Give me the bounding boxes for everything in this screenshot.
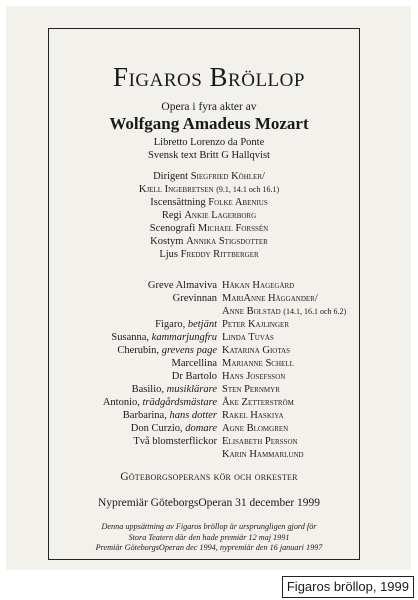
cast-role-name: Susanna, [111, 332, 150, 343]
libretto-credit: Libretto Lorenzo da Ponte [153, 137, 265, 148]
cast-row [0, 318, 418, 331]
cast-role: Två blomsterflickor [133, 436, 217, 447]
credit-label: Dirigent [153, 171, 189, 182]
translation-credit: Svensk text Britt G Hallqvist [148, 150, 270, 161]
credit-scenografi [0, 222, 418, 235]
cast-singer: Karin Hammarlund [222, 449, 304, 460]
cast-row [0, 292, 418, 305]
credit-label: Regi [161, 210, 182, 221]
cast-singer: Agne Blomgren [222, 423, 289, 434]
credit-label: Kostym [150, 236, 184, 247]
cast-singer: Marianne Schell [222, 358, 294, 369]
cast-role [131, 422, 217, 435]
cast-singer: MariAnne Häggander/ [222, 293, 318, 304]
cast-singer: Åke Zetterström [222, 397, 294, 408]
credit-regi [0, 209, 418, 222]
image-caption: Figaros bröllop, 1999 [282, 576, 414, 598]
credit-name: Michael Forssén [197, 223, 269, 234]
cast-singer: Katarina Giotas [222, 345, 291, 356]
footnote-line: Premiär GöteborgsOperan dec 1994, nypremiär den 16 januari 1997 [95, 543, 323, 552]
credit-label: Iscensättning [150, 197, 206, 208]
cast-singer [222, 305, 346, 318]
cast-singer-name: Anne Bolstad [222, 306, 281, 317]
cast-row [0, 279, 418, 292]
cast-list [0, 279, 418, 461]
cast-role-desc: grevens page [161, 345, 217, 356]
cast-role-name: Antonio, [102, 397, 140, 408]
credit-label: Scenografi [149, 223, 196, 234]
credit-dirigent [0, 170, 418, 183]
cast-singer: Rakel Haskiya [222, 410, 284, 421]
credit-name: Freddy Rittberger [180, 249, 259, 260]
cast-role-name: Barbarina, [122, 410, 167, 421]
cast-role [111, 331, 217, 344]
footnote-line: Stora Teatern där den hade premiär 12 maj 1991 [128, 532, 290, 542]
credit-note: (9.1, 14.1 och 16.1) [216, 185, 280, 194]
cast-role [103, 396, 217, 409]
footnote-line: Denna uppsättning av Figaros bröllop är ursprungligen gjord för [101, 522, 317, 531]
cast-singer: Peter Kajlinger [222, 319, 289, 330]
credit-name: Ankie Lagerborg [184, 210, 257, 221]
cast-row [0, 331, 418, 344]
credit-name: Kjell Ingebretsen [138, 184, 214, 195]
cast-singer: Elisabeth Persson [222, 436, 298, 447]
cast-row [0, 396, 418, 409]
credit-label: Ljus [159, 249, 178, 260]
cast-role-desc: trädgårdsmästare [142, 397, 217, 408]
cast-role: Greve Almaviva [147, 280, 217, 291]
cast-row [0, 370, 418, 383]
production-footnote [0, 522, 418, 554]
production-credits [0, 170, 418, 261]
credit-kostym [0, 235, 418, 248]
cast-role: Dr Bartolo [171, 371, 217, 382]
credit-name: Annika Stigsdotter [186, 236, 268, 247]
cast-role: Grevinnan [172, 293, 217, 304]
choir-orchestra: Göteborgsoperans kör och orkester [120, 471, 298, 483]
cast-singer: Hans Josefsson [222, 371, 286, 382]
credit-name: Folke Abenius [208, 197, 268, 208]
cast-row [0, 383, 418, 396]
cast-note: (14.1, 16.1 och 6.2) [283, 307, 347, 316]
cast-role-desc: domare [185, 423, 217, 434]
cast-row [0, 357, 418, 370]
credit-ljus [0, 248, 418, 261]
cast-role-desc: hans dotter [169, 410, 217, 421]
cast-role [132, 383, 217, 396]
credit-name: Siegfried Köhler/ [190, 171, 265, 182]
cast-role-name: Don Curzio, [130, 423, 183, 434]
cast-row [0, 409, 418, 422]
cast-singer: Linda Tuvås [222, 332, 274, 343]
cast-row [0, 435, 418, 448]
composer-name: Wolfgang Amadeus Mozart [109, 114, 309, 133]
cast-role-desc: betjänt [187, 319, 217, 330]
cast-row [0, 448, 418, 461]
cast-role [123, 409, 217, 422]
cast-role-desc: musiklärare [166, 384, 217, 395]
opera-title: Figaros Bröllop [113, 62, 305, 92]
cast-role-name: Figaro, [155, 319, 186, 330]
premiere-line: Nypremiär GöteborgsOperan 31 december 1999 [97, 497, 321, 509]
cast-role: Marcellina [171, 358, 217, 369]
cast-singer: Sten Pernmyr [222, 384, 280, 395]
credit-iscensattning [0, 196, 418, 209]
cast-role-name: Basilio, [131, 384, 165, 395]
cast-role-desc: kammarjungfru [151, 332, 217, 343]
opera-subtitle: Opera i fyra akter av [161, 101, 257, 113]
cast-role-name: Cherubin, [117, 345, 160, 356]
cast-row [0, 422, 418, 435]
cast-role [117, 344, 217, 357]
cast-role [155, 318, 217, 331]
cast-row [0, 305, 418, 318]
cast-singer: Håkan Hagegård [222, 280, 295, 291]
cast-row [0, 344, 418, 357]
credit-dirigent-2 [0, 183, 418, 196]
